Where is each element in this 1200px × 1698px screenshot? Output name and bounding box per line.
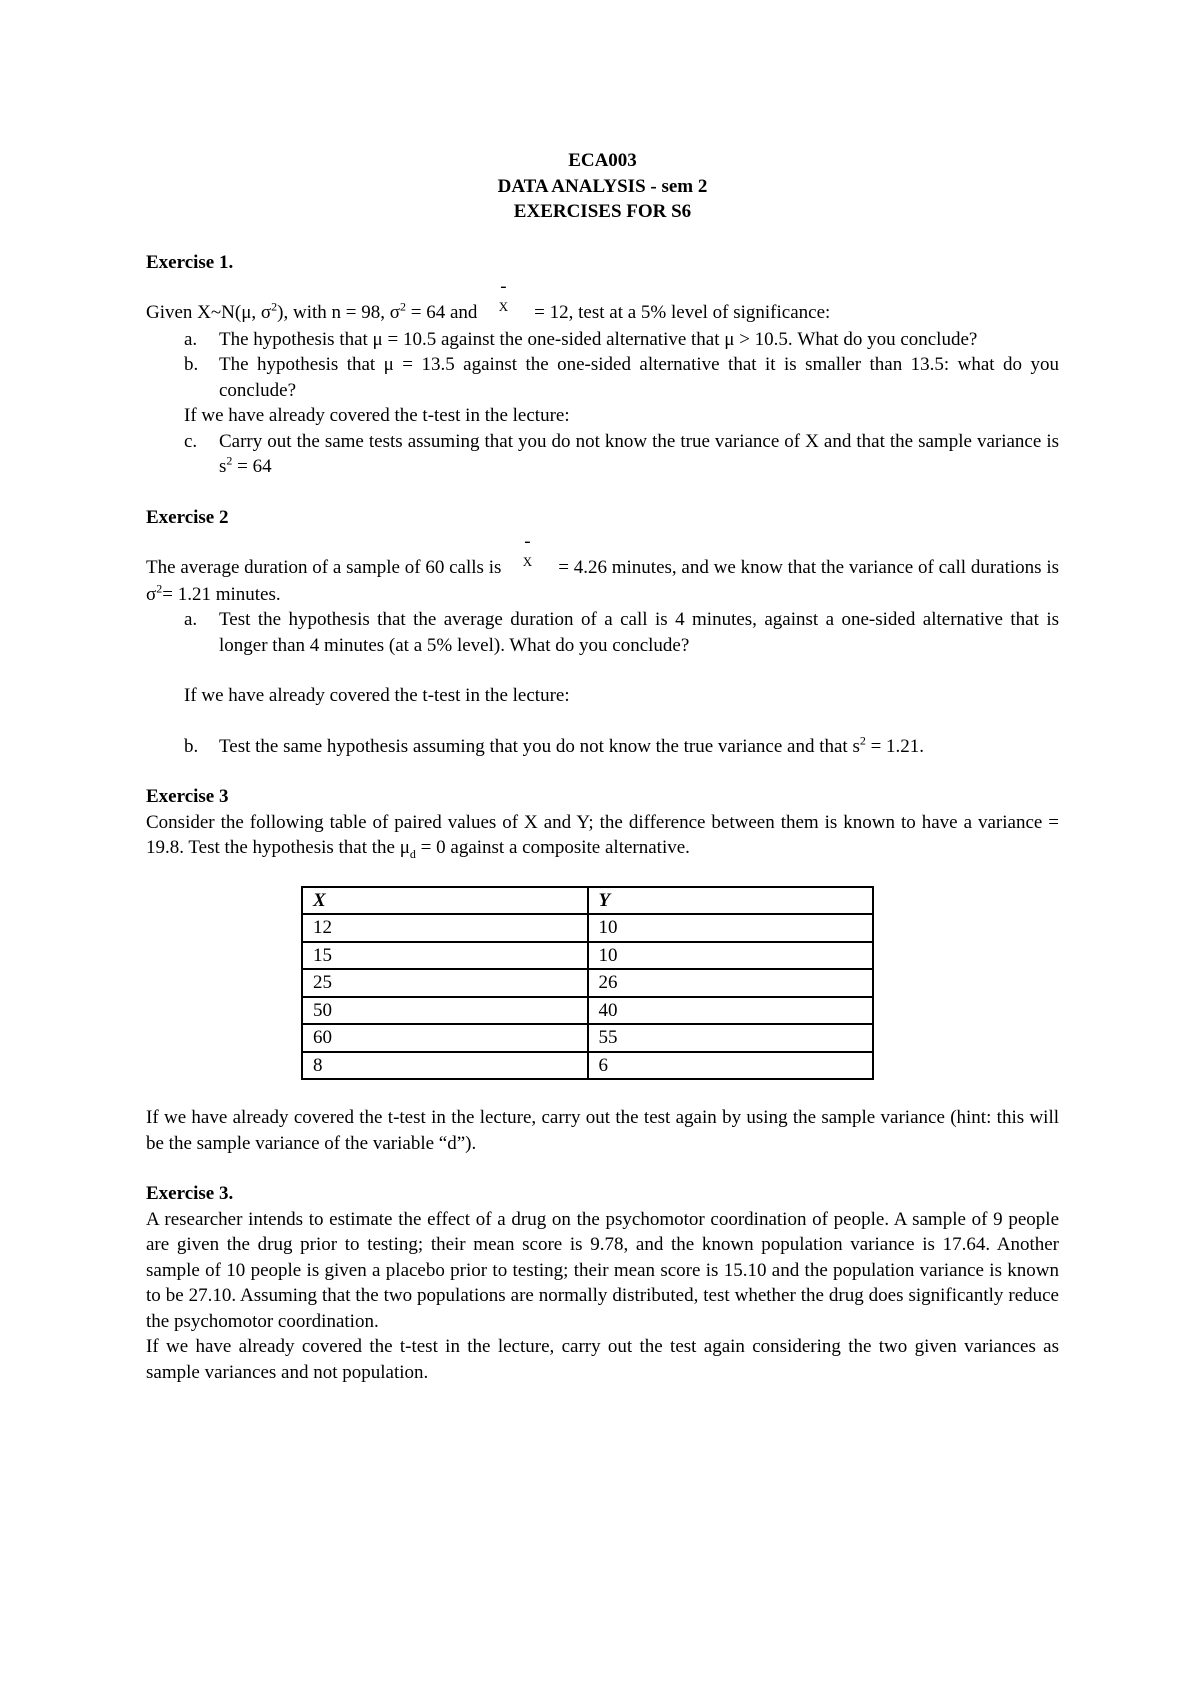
exercise-2-note: If we have already covered the t-test in the lecture: bbox=[184, 685, 570, 706]
table-row bbox=[302, 914, 873, 942]
item-text: Test the same hypothesis assuming that you do not know the true variance and that s bbox=[219, 735, 860, 757]
exercise-4-note: If we have already covered the t-test in the lecture, carry out the test again considering the two given variances as sample variances and not population. bbox=[146, 1336, 1059, 1383]
exercise-1-item-b bbox=[146, 352, 1059, 403]
exercise-3-after: If we have already covered the t-test in the lecture, carry out the test again by using the sample variance (hint: this will be the sample variance of the variable “d”). bbox=[146, 1107, 1059, 1154]
subscript-d: d bbox=[409, 846, 416, 861]
intro-text-2: = 0 against a composite alternative. bbox=[415, 837, 690, 858]
cell-y: 55 bbox=[588, 1024, 874, 1052]
superscript-2: 2 bbox=[271, 299, 278, 314]
document-subtitle: EXERCISES FOR S6 bbox=[513, 201, 692, 222]
item-text: The hypothesis that μ = 13.5 against the one-sided alternative that it is smaller than 13.5: what do you conclude? bbox=[219, 354, 1059, 401]
exercise-4-title: Exercise 3. bbox=[146, 1183, 234, 1204]
given-text-4: = 12, test at a 5% level of significance: bbox=[529, 302, 831, 323]
exercise-2-intro bbox=[146, 531, 1060, 607]
intro-text-3: = 1.21 minutes. bbox=[162, 583, 281, 605]
intro-text-1: Consider the following table of paired values of X and Y; the difference between them is known to have a variance = 19.8. Test the hypothesis that the μ bbox=[146, 811, 1059, 858]
exercise-1-item-c bbox=[146, 429, 1059, 480]
exercise-1-given bbox=[146, 276, 1059, 327]
intro-text-2: = 4.26 minutes, and we know that the variance of call durations is σ bbox=[146, 557, 1060, 605]
item-label: c. bbox=[184, 430, 198, 452]
superscript-2: 2 bbox=[400, 299, 406, 314]
exercise-1-item-a bbox=[146, 327, 1059, 353]
paired-values-table bbox=[301, 886, 874, 1081]
cell-x: 8 bbox=[302, 1052, 588, 1080]
item-text-end: = 1.21. bbox=[865, 735, 925, 757]
exercise-2-item-b bbox=[146, 734, 1059, 760]
column-header-x: X bbox=[302, 887, 588, 915]
item-text: Test the hypothesis that the average duration of a call is 4 minutes, against a one-sided alternative that is longer than 4 minutes (at a 5% level). What do you conclude? bbox=[219, 609, 1059, 656]
item-text: Carry out the same tests assuming that you do not know the true variance of X and that the sample variance is s bbox=[219, 430, 1059, 477]
x-bar-symbol bbox=[501, 531, 553, 582]
cell-x: 15 bbox=[302, 942, 588, 970]
cell-y: 10 bbox=[588, 942, 874, 970]
item-text: The hypothesis that μ = 10.5 against the one-sided alternative that μ > 10.5. What do you conclude? bbox=[219, 328, 978, 350]
course-title: DATA ANALYSIS - sem 2 bbox=[497, 175, 708, 197]
exercise-2-item-a bbox=[146, 607, 1059, 658]
table-row bbox=[302, 1024, 873, 1052]
exercise-3-intro bbox=[146, 810, 1059, 861]
cell-y: 40 bbox=[588, 997, 874, 1025]
cell-y: 10 bbox=[588, 914, 874, 942]
table-header-row bbox=[302, 887, 873, 915]
bar-mark: - bbox=[500, 276, 507, 297]
cell-x: 50 bbox=[302, 997, 588, 1025]
item-label: b. bbox=[184, 735, 199, 757]
table-row bbox=[302, 942, 873, 970]
given-text-3: = 64 and bbox=[406, 302, 478, 323]
exercise-3-title: Exercise 3 bbox=[146, 786, 229, 807]
table-row bbox=[302, 997, 873, 1025]
course-code: ECA003 bbox=[568, 150, 637, 171]
exercise-1-title: Exercise 1. bbox=[146, 251, 234, 273]
intro-text-1: The average duration of a sample of 60 calls is bbox=[146, 557, 502, 578]
x-letter: X bbox=[522, 554, 533, 569]
x-letter: X bbox=[498, 299, 509, 314]
cell-x: 12 bbox=[302, 914, 588, 942]
item-label: a. bbox=[184, 328, 198, 350]
item-label: a. bbox=[184, 609, 198, 630]
document-header bbox=[146, 148, 1059, 225]
superscript-2: 2 bbox=[156, 581, 163, 596]
item-text-end: = 64 bbox=[232, 456, 272, 477]
cell-x: 60 bbox=[302, 1024, 588, 1052]
x-bar-symbol bbox=[477, 276, 529, 327]
exercise-2-title: Exercise 2 bbox=[146, 506, 229, 528]
bar-mark: - bbox=[524, 531, 531, 552]
document-page bbox=[146, 148, 1059, 1385]
exercise-4-body: A researcher intends to estimate the effect of a drug on the psychomotor coordination of people. A sample of 9 people are given the drug prior to testing; their mean score is 9.78, and the known population variance is 17.64. Another sample of 10 people is given a placebo prior to testing; their mean score is 15.10 and the population variance is known to be 27.10. Assuming that the two populations are normally distributed, test whether the drug does significantly reduce the psychomotor coordination. bbox=[146, 1208, 1059, 1332]
given-text-1: Given X~N(μ, σ bbox=[146, 302, 272, 323]
column-header-y: Y bbox=[588, 887, 874, 915]
superscript-2: 2 bbox=[859, 733, 866, 748]
cell-y: 26 bbox=[588, 969, 874, 997]
table-row bbox=[302, 1052, 873, 1080]
cell-x: 25 bbox=[302, 969, 588, 997]
superscript-2: 2 bbox=[226, 453, 233, 468]
item-label: b. bbox=[184, 354, 199, 375]
exercise-1-note: If we have already covered the t-test in the lecture: bbox=[184, 405, 570, 426]
given-text-2: ), with n = 98, σ bbox=[277, 302, 400, 323]
cell-y: 6 bbox=[588, 1052, 874, 1080]
table-row bbox=[302, 969, 873, 997]
